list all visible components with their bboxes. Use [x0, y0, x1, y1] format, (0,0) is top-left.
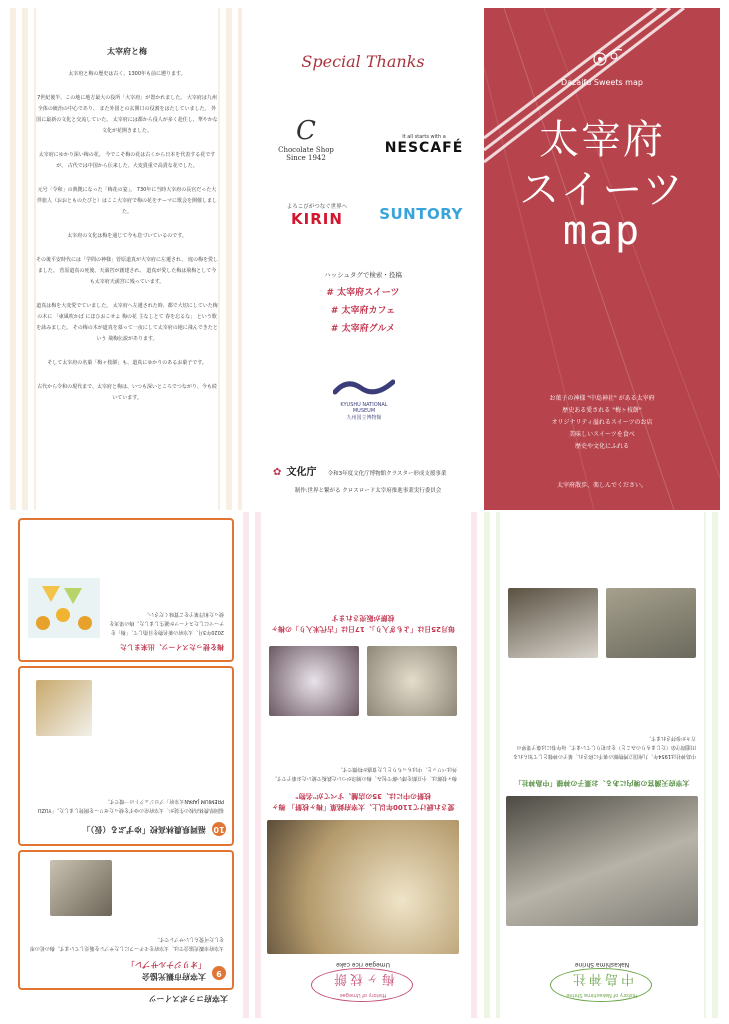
plum-blossom-icon	[588, 44, 624, 74]
sweets-item-10	[18, 666, 234, 846]
cover-desc-line: 歴史や文化にふれる	[574, 443, 629, 450]
sweets-panel	[10, 512, 242, 1018]
museum-wave-icon	[333, 376, 395, 398]
chocolate-shop-since: Since 1942	[286, 154, 326, 162]
cover-title-line3: map	[562, 208, 642, 254]
cover-title-line1: 太宰府	[539, 117, 665, 163]
umegae-event: 毎月25日は「よもぎ入り」、17日は「古代米入り」の梅ヶ枝餅が販売されます	[271, 614, 455, 633]
umegae-name: 梅ヶ枝餅	[331, 971, 396, 986]
kirin-tagline: よろこびがつなぐ世界へ	[286, 204, 348, 210]
nescafe-name: NESCAFÉ	[384, 140, 464, 156]
agency-block	[273, 460, 473, 479]
sweets-item-9	[18, 850, 234, 990]
shrine-headline: 太宰府天満宮の境内にある、お菓子の神様「中島神社」	[514, 779, 690, 787]
sweet-piece	[78, 616, 92, 630]
hashtag-item[interactable]: # 太宰府スイーツ	[326, 288, 400, 298]
agency-name: 文化庁	[286, 467, 317, 478]
umegae-mochi-photo	[267, 820, 459, 954]
history-paragraph: 太宰府と梅の歴史は古く、1300年も前に遡ります。	[68, 71, 186, 77]
sweet-piece	[42, 586, 60, 602]
shrine-panel-rotated	[484, 512, 720, 1018]
item-9-name: 太宰府市観光協会	[142, 972, 206, 981]
shrine-badge: History of Nakashima Shrine	[566, 992, 638, 998]
thanks-title: Special Thanks	[301, 52, 425, 71]
museum-name-ja: 九州国立博物館	[346, 415, 382, 421]
item-10-name: 福岡県農林高校「ゆずぷる（仮）」	[82, 825, 206, 834]
umegae-panel	[243, 512, 483, 1018]
cover-desc-line: 歴史ある愛される "梅ヶ枝餅"	[562, 407, 642, 414]
shrine-gate-photo	[606, 588, 696, 658]
item-11-title: 梅を使ったスイーツ、出来ました	[119, 643, 224, 651]
museum-name-en: KYUSHU NATIONAL MUSEUM	[340, 402, 388, 414]
shrine-content	[500, 512, 704, 1018]
history-panel	[10, 8, 242, 510]
history-paragraph: 太宰府にゆかり深い梅の花。 今でこそ梅の花は古くから日本を代表する花ですが、 古代では中国から伝来した、大変貴重で高貴な花でした。	[38, 152, 216, 169]
history-paragraph: 元号「令和」の典拠になった「梅花の宴」。 730年に当時大宰府の長官だった大伴旅人（おおとものたびと）はここ大宰府で梅の花をテーマに歌会を開催しました。	[36, 187, 217, 215]
chocolate-shop-name: Chocolate Shop	[278, 146, 334, 154]
credits: 制作:世界と繋がる クロスロード太宰府推進事業実行委員会	[294, 488, 442, 494]
shrine-building-photo	[508, 588, 598, 658]
agency-mark-icon: ✿	[273, 467, 282, 478]
history-content	[36, 8, 218, 510]
sable-photo	[50, 860, 112, 916]
thanks-panel	[243, 8, 483, 510]
umegae-content	[261, 512, 465, 1018]
agency-program: 令和3年度文化庁博物館クラスター形成支援事業	[327, 471, 447, 477]
cover-desc-line: オリジナリティ溢れるスイーツのお店	[551, 419, 653, 426]
sweet-piece	[56, 608, 70, 622]
kirin-name: KIRIN	[291, 210, 343, 228]
shrine-panel	[484, 512, 720, 1018]
history-paragraph: 太宰府の文化は梅を通じて今も息づいているのです。	[67, 233, 187, 239]
hashtag-item[interactable]: # 太宰府カフェ	[330, 306, 396, 316]
sweet-piece	[64, 588, 82, 604]
hashtag-heading: ハッシュタグで検索・投稿	[324, 271, 402, 279]
yuzu-jelly-photo	[36, 680, 92, 736]
item-number-badge: 10	[212, 822, 226, 836]
sweets-item-11	[18, 518, 234, 662]
history-paragraph: 7世紀後半、この地に地方最大の役所「大宰府」が置かれました。 大宰府は九州全体の統治の中心であり、 また外国との玄関口の役割をはたしていました。 外国に最新の文化と交流していた。 太宰府には都から役人が多く赴任し、華やかな文化が花開きました。	[36, 95, 218, 134]
item-10-text: 福岡県農林高校の生徒が、太宰府産のゆずを使ったゼリーを開発しました。「YUZU PREMIUM JAPAN太宰府」プロジェクトの一環です。	[37, 798, 224, 813]
cover-panel	[484, 8, 720, 510]
cover-subtitle: Dazaifu Sweets map	[561, 78, 643, 87]
kirin-logo	[269, 202, 365, 228]
cover-description	[484, 393, 720, 453]
umegae-panel-rotated	[243, 512, 483, 1018]
hashtag-block	[303, 270, 423, 334]
hashtag-item[interactable]: # 太宰府グルメ	[330, 324, 396, 334]
nescafe-logo	[379, 134, 469, 156]
ume-sweets-photo	[28, 578, 100, 638]
kodaimai-mochi-photo	[269, 646, 359, 716]
yomogi-mochi-photo	[367, 646, 457, 716]
cover-desc-line: お菓子の神様 "中島神社" がある太宰府	[549, 395, 655, 402]
history-title: 太宰府と梅	[107, 47, 147, 56]
shrine-main-photo	[506, 796, 698, 926]
history-paragraph: その後平安時代には「学問の神様」菅原道真が大宰府に左遷され、 庭の梅を愛しました。 菅原道真の死後、天満宮が創建され、 道真が愛した梅は飛梅として今も太宰府天満宮に残っています。	[36, 257, 218, 285]
shrine-body: 中島神社は1954年、九州国立博物館の裏手に移され、菓子の神様として知られる田道間守命（たじまもりのみこと）をお祀りしています。毎年春には菓子業界の方々が参拝されます。	[512, 735, 696, 759]
history-paragraph: 道真は梅を大変愛でていました。 太宰府へ左遷された時、都で大切にしていた梅の木に 「東風吹かば にほひおこせよ 梅の花 主なしとて 春を忘るな」 という歌を詠みました。 その梅の木が道真を慕って一夜にして太宰府の地に飛んできたという 飛梅伝説があります。	[36, 303, 218, 342]
umegae-body: 梅ヶ枝餅は、小豆餡を薄い餅で包み、梅の刻印がついた鉄板で焼いたお菓子です。外はパリッと、中はもっちりとした食感が特徴です。	[272, 766, 457, 781]
sweets-header: 太宰府コラボスイーツ	[148, 994, 228, 1003]
chocolate-shop-mark: C	[296, 116, 316, 146]
nescafe-tagline: It all starts with a	[402, 134, 446, 140]
cover-desc-line: 美味しいスイーツを食べ	[569, 431, 635, 438]
suntory-logo	[371, 205, 471, 223]
shrine-en: Nakashima Shrine	[574, 961, 630, 968]
suntory-name: SUNTORY	[379, 205, 463, 223]
history-paragraph: 古代から令和の現代まで、太宰府と梅は、いつも深いところでつながり、今も続いています。	[37, 384, 217, 401]
sweet-piece	[36, 616, 50, 630]
item-9-text: 太宰府市観光協会では、太宰府をモチーフにしたサブレを販売しています。梅の花の形をした可愛らしいサブレです。	[29, 936, 224, 951]
item-9-title: 「オリジナルサブレ」	[126, 960, 206, 969]
chocolate-shop-logo	[261, 116, 351, 162]
history-paragraph: そして太宰府の名菓「梅ヶ枝餅」も、道真にゆかりのあるお菓子です。	[47, 360, 207, 366]
item-11-text: 2020年3月、太宰府の新名物を目指して、「梅」をテーマにしたスイーツが誕生しました。梅の果実を使った和洋菓子をご賞味ください。	[109, 611, 224, 635]
museum-logo	[329, 376, 399, 421]
cover-closing: 太宰府散歩、楽しんでください。	[556, 482, 647, 489]
umegae-headline: 愛され続けて1100年以上、太宰府銘菓「梅ヶ枝餅」 梅ヶ枝餅の中には、35の店舗、すべてが"名物"	[271, 792, 455, 811]
item-number-badge: 9	[212, 966, 226, 980]
umegae-en: Umegae rice cake	[336, 961, 390, 968]
sweets-panel-rotated	[10, 512, 242, 1018]
umegae-badge: History of Umegae	[339, 992, 387, 998]
shrine-name: 中島神社	[570, 971, 635, 986]
cover-title-line2: スイーツ	[519, 167, 685, 213]
